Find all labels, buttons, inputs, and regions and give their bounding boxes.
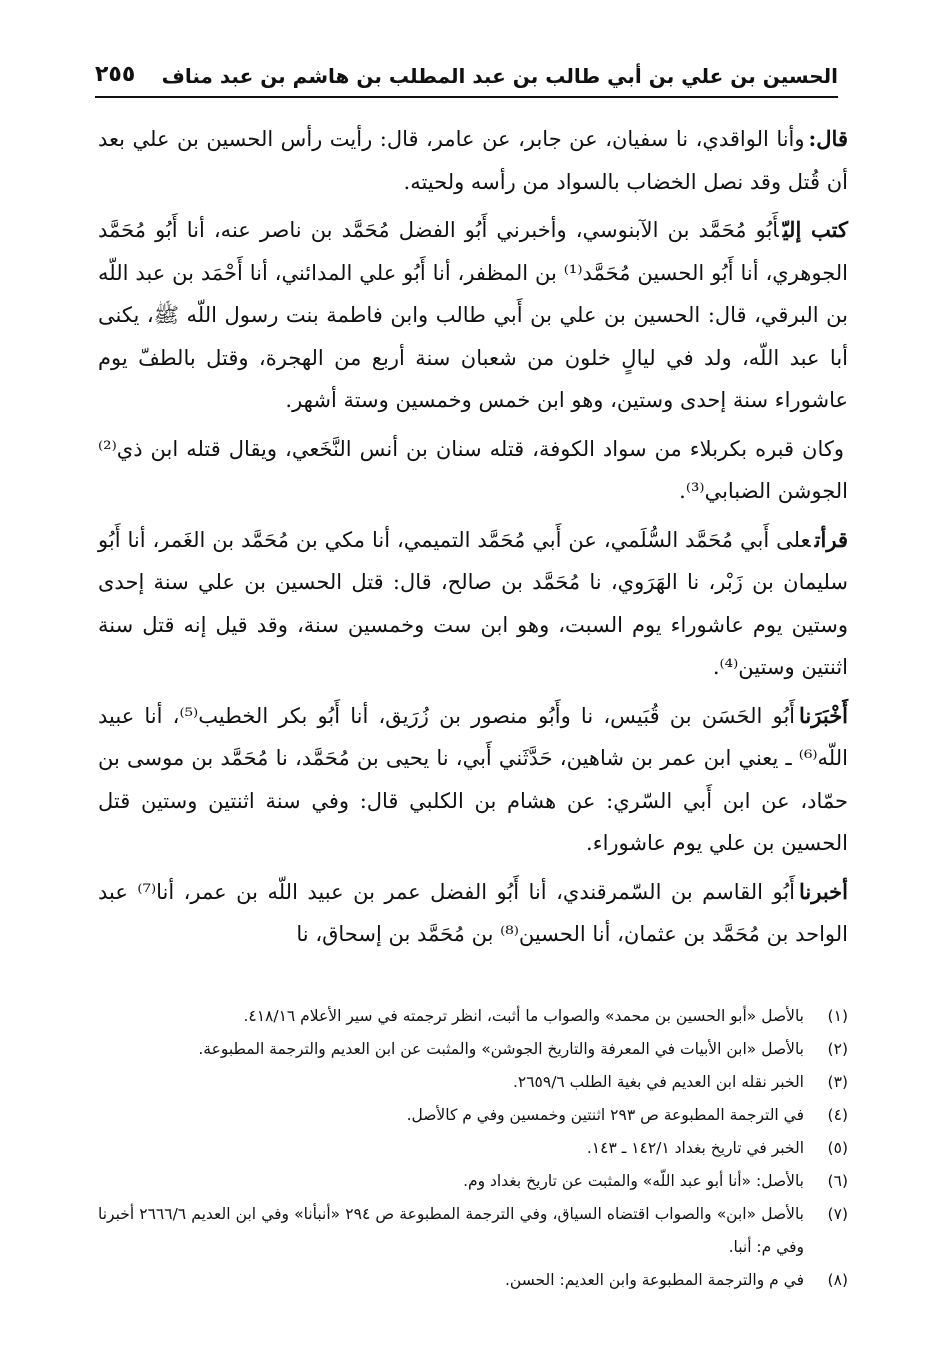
footnote-number: (٦) bbox=[827, 1172, 848, 1190]
footnote-number: (٥) bbox=[827, 1139, 848, 1157]
footnote-text: الخبر في تاريخ بغداد ١٤٢/١ ـ ١٤٣. bbox=[586, 1139, 804, 1157]
paragraph bbox=[98, 519, 848, 689]
footnote-number: (١) bbox=[827, 1007, 848, 1025]
footnote-text: في م والترجمة المطبوعة وابن العديم: الحسن. bbox=[504, 1271, 804, 1289]
paragraph-lead: أَخْبَرَنا bbox=[799, 702, 849, 728]
paragraph-lead: قال: bbox=[808, 126, 848, 151]
paragraph-text: أَبُو مُحَمَّد بن الآبنوسي، وأخبرني أَبُو الفضل مُحَمَّد بن ناصر عنه، أنا أَبُو مُحَمَّد الجوهري، أنا أَبُو الحسين مُحَمَّد⁽¹⁾ بن المظفر، أنا أَبُو علي المدائني، أنا أَحْمَد بن عبد اللّه بن البرقي، قال: الحسين بن علي بن أَبي طالب وابن فاطمة بنت رسول اللّه ﷺ، يكنى أبا عبد اللّه، ولد في ليالٍ خلون من شعبان سنة أربع من الهجرة، وقتل بالطفّ يوم عاشوراء سنة إحدى وستين، وهو ابن خمس وخمسين وستة أشهر. bbox=[98, 218, 848, 412]
paragraph bbox=[98, 695, 848, 865]
footnote-text: بالأصل: «أنا أبو عبد اللّه» والمثبت عن تاريخ بغداد وم. bbox=[463, 1172, 804, 1190]
footnote-number: (٨) bbox=[827, 1271, 848, 1289]
main-text bbox=[98, 118, 848, 962]
footnote-text: الخبر نقله ابن العديم في بغية الطلب ٢٦٥٩/٦. bbox=[512, 1073, 804, 1091]
paragraph bbox=[98, 209, 848, 422]
footnote-text: في الترجمة المطبوعة ص ٢٩٣ اثنتين وخمسين وفي م كالأصل. bbox=[406, 1106, 804, 1124]
footnote bbox=[98, 1099, 848, 1132]
paragraph bbox=[98, 118, 848, 203]
paragraph bbox=[98, 428, 848, 513]
paragraph-text: أَبُو القاسم بن السّمرقندي، أنا أَبُو الفضل عمر بن عبيد اللّه بن عمر، أنا⁽⁷⁾ عبد الواحد بن مُحَمَّد بن عثمان، أنا الحسين⁽⁸⁾ بن مُحَمَّد بن إسحاق، نا bbox=[98, 879, 848, 946]
footnote-number: (٧) bbox=[827, 1205, 848, 1223]
footnote bbox=[98, 1264, 848, 1297]
footnote bbox=[98, 1066, 848, 1099]
page-number: ٢٥٥ bbox=[95, 62, 136, 87]
footnote bbox=[98, 1198, 848, 1264]
footnote bbox=[98, 1033, 848, 1066]
paragraph-lead: أخبرنا bbox=[799, 878, 848, 904]
footnote bbox=[98, 1165, 848, 1198]
footnote-text: بالأصل «أبو الحسين بن محمد» والصواب ما أثبت، انظر ترجمته في سير الأعلام ٤١٨/١٦. bbox=[243, 1007, 804, 1025]
footnote-number: (٢) bbox=[827, 1040, 848, 1058]
paragraph-text: أَبُو الحَسَن بن قُبَيس، نا وأَبُو منصور بن زُرَيق، أنا أَبُو بكر الخطيب⁽⁵⁾، أنا عبيد اللّه⁽⁶⁾ ـ يعني ابن عمر بن شاهين، حَدَّثَني أَبي، نا يحيى بن مُحَمَّد، نا مُحَمَّد بن موسى بن حمّاد، عن ابن أَبي السّري: عن هشام بن الكلبي قال: وفي سنة اثنتين وستين قتل الحسين بن علي يوم عاشوراء. bbox=[98, 703, 848, 855]
paragraph-text: وكان قبره بكربلاء من سواد الكوفة، قتله سنان بن أنس النَّخَعي، ويقال قتله ابن ذي⁽²⁾ الجوشن الضبابي⁽³⁾. bbox=[98, 436, 848, 503]
footnote-text: بالأصل «ابن» والصواب اقتضاه السياق، وفي الترجمة المطبوعة ص ٢٩٤ «أنبأنا» وفي ابن العديم ٢٦٦٦/٦ أخبرنا وفي م: أنبا. bbox=[98, 1205, 804, 1256]
paragraph-lead: كتب إليّ bbox=[782, 217, 848, 242]
footnote-number: (٤) bbox=[827, 1106, 848, 1124]
footnote bbox=[98, 1000, 848, 1033]
footnote-number: (٣) bbox=[827, 1073, 848, 1091]
paragraph-lead: قرأت bbox=[814, 526, 848, 552]
paragraph-text: وأنا الواقدي، نا سفيان، عن جابر، عن عامر، قال: رأيت رأس الحسين بن علي بعد أن قُتل وقد نصل الخضاب بالسواد من رأسه ولحيته. bbox=[98, 127, 848, 194]
footnote-separator bbox=[95, 984, 838, 985]
footnotes bbox=[98, 1000, 848, 1297]
footnote bbox=[98, 1132, 848, 1165]
paragraph bbox=[98, 871, 848, 956]
page-header bbox=[95, 60, 838, 98]
paragraph-text: على أَبي مُحَمَّد السُّلَمي، عن أَبي مُحَمَّد التميمي، أنا مكي بن مُحَمَّد بن الغَمر، أنا أَبُو سليمان بن زَبْر، نا الهَرَوي، نا مُحَمَّد بن صالح، قال: قتل الحسين بن علي سنة إحدى وستين يوم عاشوراء يوم السبت، وهو ابن ست وخمسين سنة، وقد قيل إنه قتل سنة اثنتين وستين⁽⁴⁾. bbox=[98, 527, 848, 679]
footnote-text: بالأصل «ابن الأبيات في المعرفة والتاريخ الجوشن» والمثبت عن ابن العديم والترجمة المطبوعة. bbox=[198, 1040, 804, 1058]
running-title: الحسين بن علي بن أبي طالب بن عبد المطلب بن هاشم بن عبد مناف bbox=[161, 64, 838, 88]
